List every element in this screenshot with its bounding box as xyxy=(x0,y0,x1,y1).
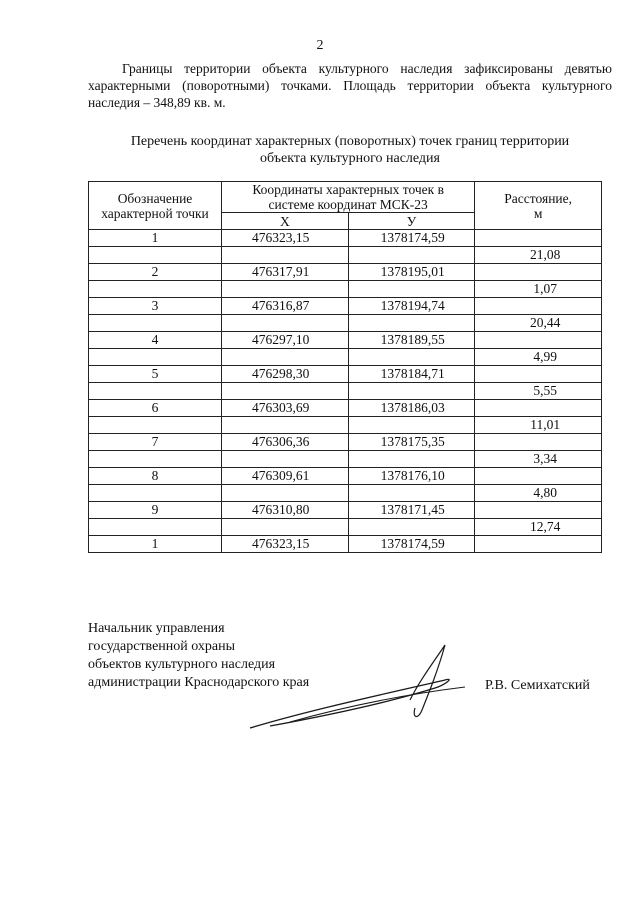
coordinates-table xyxy=(88,181,602,553)
distance-cell xyxy=(475,383,602,400)
blank-cell xyxy=(222,485,349,502)
point-y: 1378184,71 xyxy=(348,366,475,383)
distance-cell xyxy=(475,349,602,366)
distance-value: 4,80 xyxy=(533,485,557,500)
point-x: 476310,80 xyxy=(222,502,349,519)
table-row xyxy=(89,298,602,315)
header-x: X xyxy=(222,213,349,230)
distance-cell xyxy=(475,417,602,434)
blank-cell xyxy=(348,349,475,366)
point-x: 476306,36 xyxy=(222,434,349,451)
point-x: 476323,15 xyxy=(222,230,349,247)
table-row xyxy=(89,502,602,519)
distance-value: 1,07 xyxy=(533,281,557,296)
point-x: 476317,91 xyxy=(222,264,349,281)
blank-cell xyxy=(348,417,475,434)
blank-cell xyxy=(89,451,222,468)
list-title xyxy=(88,133,612,167)
handwritten-signature xyxy=(230,640,490,740)
coordinates-body xyxy=(89,230,602,553)
point-label: 2 xyxy=(89,264,222,281)
distance-empty xyxy=(475,502,602,519)
point-x: 476298,30 xyxy=(222,366,349,383)
distance-empty xyxy=(475,298,602,315)
blank-cell xyxy=(348,383,475,400)
blank-cell xyxy=(89,349,222,366)
list-title-line1: Перечень координат характерных (поворотных) точек границ территории xyxy=(130,134,570,149)
blank-cell xyxy=(348,315,475,332)
table-row xyxy=(89,468,602,485)
blank-cell xyxy=(222,315,349,332)
distance-value: 5,55 xyxy=(533,383,557,398)
intro-paragraph: Границы территории объекта культурного наследия зафиксированы девятью характерными (поворотными) точками. Площадь территории объекта культурного наследия – 348,89 кв. м. xyxy=(88,61,612,110)
blank-cell xyxy=(348,281,475,298)
point-label: 6 xyxy=(89,400,222,417)
table-row xyxy=(89,400,602,417)
distance-row xyxy=(89,417,602,434)
point-x: 476309,61 xyxy=(222,468,349,485)
distance-value: 3,34 xyxy=(533,451,557,466)
blank-cell xyxy=(89,281,222,298)
point-y: 1378195,01 xyxy=(348,264,475,281)
blank-cell xyxy=(222,349,349,366)
distance-empty xyxy=(475,468,602,485)
table-row xyxy=(89,230,602,247)
blank-cell xyxy=(89,519,222,536)
blank-cell xyxy=(89,485,222,502)
header-y: У xyxy=(348,213,475,230)
blank-cell xyxy=(348,485,475,502)
distance-cell xyxy=(475,247,602,264)
distance-empty xyxy=(475,264,602,281)
distance-value: 21,08 xyxy=(529,247,561,262)
distance-value: 11,01 xyxy=(530,417,561,432)
table-row xyxy=(89,434,602,451)
point-y: 1378174,59 xyxy=(348,536,475,553)
blank-cell xyxy=(222,451,349,468)
point-x: 476316,87 xyxy=(222,298,349,315)
point-label: 9 xyxy=(89,502,222,519)
blank-cell xyxy=(348,519,475,536)
blank-cell xyxy=(89,247,222,264)
point-y: 1378186,03 xyxy=(348,400,475,417)
blank-cell xyxy=(89,383,222,400)
point-y: 1378174,59 xyxy=(348,230,475,247)
blank-cell xyxy=(222,247,349,264)
distance-empty xyxy=(475,366,602,383)
distance-empty xyxy=(475,434,602,451)
distance-row xyxy=(89,281,602,298)
distance-empty xyxy=(475,230,602,247)
point-x: 476303,69 xyxy=(222,400,349,417)
list-title-line2: объекта культурного наследия xyxy=(260,151,440,166)
distance-empty xyxy=(475,332,602,349)
distance-value: 12,74 xyxy=(529,519,561,534)
distance-value: 4,99 xyxy=(533,349,557,364)
point-label: 8 xyxy=(89,468,222,485)
point-y: 1378171,45 xyxy=(348,502,475,519)
point-label: 5 xyxy=(89,366,222,383)
distance-row xyxy=(89,349,602,366)
header-point: Обозначение характерной точки xyxy=(89,182,222,230)
blank-cell xyxy=(222,281,349,298)
signatory-name: Р.В. Семихатский xyxy=(485,678,590,693)
distance-cell xyxy=(475,281,602,298)
page-number: 2 xyxy=(316,38,324,53)
point-y: 1378194,74 xyxy=(348,298,475,315)
table-row xyxy=(89,332,602,349)
blank-cell xyxy=(348,451,475,468)
point-label: 1 xyxy=(89,536,222,553)
distance-empty xyxy=(475,536,602,553)
table-row xyxy=(89,264,602,281)
header-distance: Расстояние, м xyxy=(475,182,602,230)
point-label: 7 xyxy=(89,434,222,451)
distance-empty xyxy=(475,400,602,417)
point-label: 3 xyxy=(89,298,222,315)
distance-cell xyxy=(475,519,602,536)
point-label: 1 xyxy=(89,230,222,247)
point-y: 1378175,35 xyxy=(348,434,475,451)
distance-row xyxy=(89,451,602,468)
distance-cell xyxy=(475,315,602,332)
distance-row xyxy=(89,247,602,264)
point-y: 1378189,55 xyxy=(348,332,475,349)
point-label: 4 xyxy=(89,332,222,349)
blank-cell xyxy=(89,315,222,332)
blank-cell xyxy=(222,383,349,400)
blank-cell xyxy=(348,247,475,264)
blank-cell xyxy=(222,417,349,434)
distance-row xyxy=(89,383,602,400)
distance-value: 20,44 xyxy=(529,315,561,330)
signatory-title: Начальник управления государственной охраны объектов культурного наследия администрации Краснодарского края xyxy=(88,621,310,690)
table-row xyxy=(89,536,602,553)
distance-cell xyxy=(475,451,602,468)
table-row xyxy=(89,366,602,383)
distance-cell xyxy=(475,485,602,502)
distance-row xyxy=(89,485,602,502)
point-y: 1378176,10 xyxy=(348,468,475,485)
blank-cell xyxy=(89,417,222,434)
header-coordinates: Координаты характерных точек в системе координат МСК-23 xyxy=(222,182,475,213)
point-x: 476323,15 xyxy=(222,536,349,553)
distance-row xyxy=(89,315,602,332)
point-x: 476297,10 xyxy=(222,332,349,349)
blank-cell xyxy=(222,519,349,536)
distance-row xyxy=(89,519,602,536)
